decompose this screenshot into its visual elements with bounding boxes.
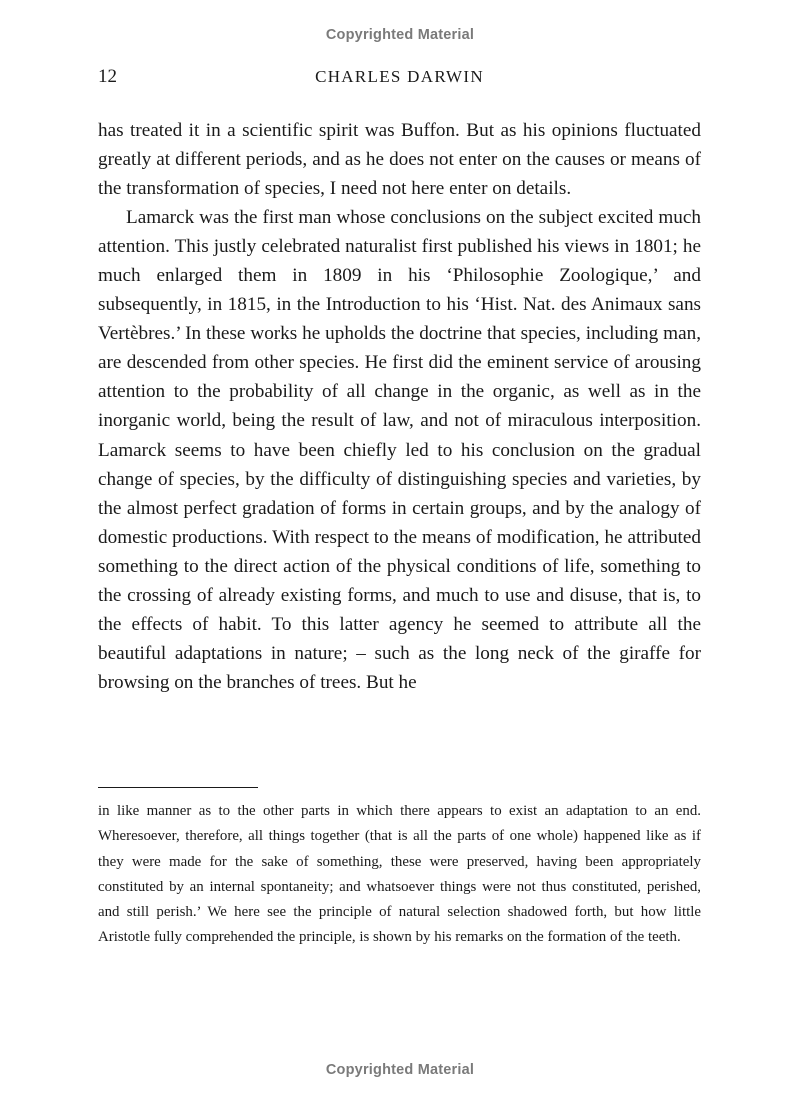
footnote-separator bbox=[98, 787, 258, 788]
footnote-text: in like manner as to the other parts in which there appears to exist an adaptation to an end. Wheresoever, therefore, all things together (that is all the parts of one whole) happened like as if they were made for the sake of something, these were preserved, having been appropriately constituted by an internal spontaneity; and whatsoever things were not thus constituted, perished, and still perish.’ We here see the principle of natural selection shadowed forth, but how little Aristotle fully comprehended the principle, is shown by his remarks on the formation of the teeth. bbox=[98, 803, 701, 946]
copyright-watermark-top: Copyrighted Material bbox=[325, 27, 475, 43]
footnote bbox=[98, 799, 701, 951]
page-number: 12 bbox=[98, 66, 117, 87]
copyright-watermark-bottom: Copyrighted Material bbox=[325, 1062, 475, 1078]
paragraph-lamarck: Lamarck was the first man whose conclusions on the subject excited much attention. This justly celebrated naturalist first published his views in 1801; he much enlarged them in 1809 in his ‘Philosophie Zoologique,’ and subsequently, in 1815, in the Introduction to his ‘Hist. Nat. des Animaux sans Vertèbres.’ In these works he upholds the doctrine that species, including man, are descended from other species. He first did the eminent service of arousing attention to the probability of all change in the organic, as well as in the inorganic world, being the result of law, and not of miraculous interposition. Lamarck seems to have been chiefly led to his conclusion on the gradual change of species, by the difficulty of distinguishing species and varieties, by the almost perfect gradation of forms in certain groups, and by the analogy of domestic productions. With respect to the means of modification, he attributed something to the direct action of the physical conditions of life, something to the crossing of already existing forms, and much to use and disuse, that is, to the effects of habit. To this latter agency he seemed to attribute all the beautiful adaptations in nature; – such as the long neck of the giraffe for browsing on the branches of trees. But he bbox=[98, 207, 701, 693]
main-text bbox=[98, 116, 701, 697]
running-header bbox=[98, 66, 701, 92]
running-title: CHARLES DARWIN bbox=[315, 67, 484, 86]
paragraph-continued: has treated it in a scientific spirit was Buffon. But as his opinions fluctuated greatly at different periods, and as he does not enter on the causes or means of the transformation of species, I need not here enter on details. bbox=[98, 120, 701, 200]
